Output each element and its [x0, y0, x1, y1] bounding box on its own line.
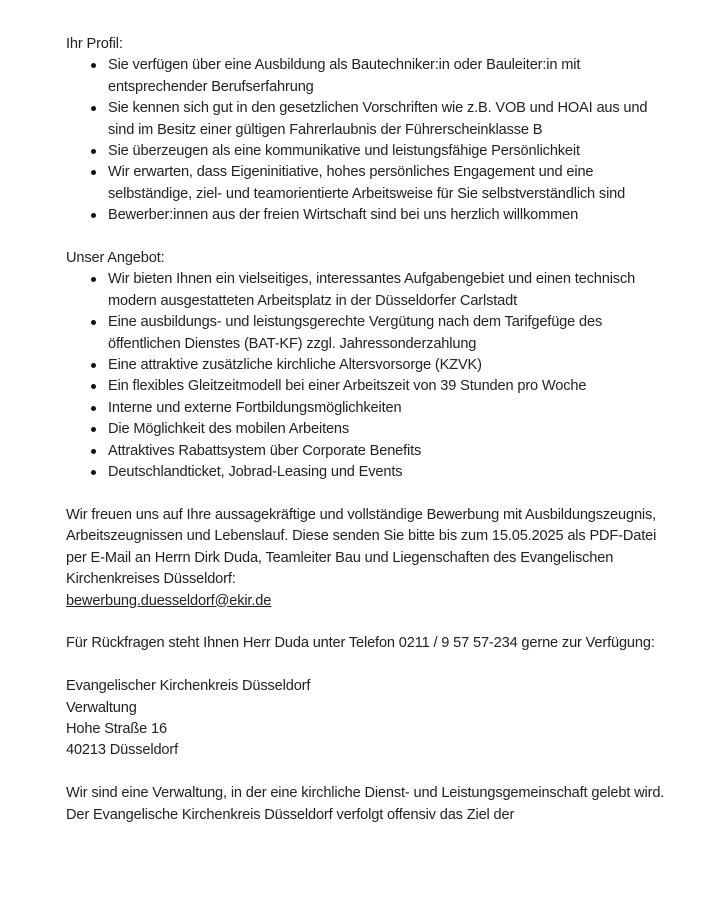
bullet-icon — [91, 106, 96, 111]
address-street: Hohe Straße 16 — [66, 720, 167, 737]
profile-item — [66, 55, 666, 98]
offer-item — [66, 312, 666, 355]
offer-item — [66, 355, 666, 376]
offer-item — [66, 398, 666, 419]
profile-item-text: Sie überzeugen als eine kommunikative und leistungsfähige Persönlichkeit — [108, 143, 580, 160]
bullet-icon — [91, 213, 96, 218]
address-department: Verwaltung — [66, 699, 137, 716]
profile-item — [66, 141, 666, 162]
profile-list — [66, 55, 666, 226]
bullet-icon — [91, 427, 96, 432]
bullet-icon — [91, 384, 96, 389]
offer-item-text: Interne und externe Fortbildungsmöglichkeiten — [108, 399, 402, 416]
offer-item — [66, 419, 666, 440]
job-posting-document — [66, 34, 666, 826]
spacer — [66, 227, 666, 248]
bullet-icon — [91, 277, 96, 282]
profile-item — [66, 162, 666, 205]
spacer — [66, 484, 666, 505]
bullet-icon — [91, 363, 96, 368]
profile-item — [66, 98, 666, 141]
bullet-icon — [91, 470, 96, 475]
profile-item-text: Sie kennen sich gut in den gesetzlichen Vorschriften wie z.B. VOB und HOAI aus und sind im Besitz einer gültigen Fahrerlaubnis der Führerscheinklasse B — [108, 100, 648, 138]
bullet-icon — [91, 63, 96, 68]
offer-item — [66, 376, 666, 397]
offer-item — [66, 462, 666, 483]
address-block — [66, 676, 666, 762]
bullet-icon — [91, 170, 96, 175]
spacer — [66, 762, 666, 783]
profile-item — [66, 205, 666, 226]
address-city: 40213 Düsseldorf — [66, 742, 178, 759]
offer-item-text: Die Möglichkeit des mobilen Arbeitens — [108, 421, 350, 438]
bullet-icon — [91, 320, 96, 325]
offer-list — [66, 269, 666, 483]
application-text: Wir freuen uns auf Ihre aussagekräftige und vollständige Bewerbung mit Ausbildungszeugnis, Arbeitszeugnissen und Lebenslauf. Diese senden Sie bitte bis zum 15.05.2025 als PDF-Datei per E-Mail an Herrn Dirk Duda, Teamleiter Bau und Liegenschaften des Evangelischen Kirchenkreises Düsseldorf: — [66, 506, 657, 588]
offer-item-text: Wir bieten Ihnen ein vielseitiges, interessantes Aufgabengebiet und einen technisch modern ausgestatteten Arbeitsplatz in der Düsseldorfer Carlstadt — [108, 271, 636, 309]
closing-paragraph: Wir sind eine Verwaltung, in der eine kirchliche Dienst- und Leistungsgemeinschaft gelebt wird. Der Evangelische Kirchenkreis Düsseldorf verfolgt offensiv das Ziel der — [66, 785, 665, 823]
offer-item-text: Eine ausbildungs- und leistungsgerechte Vergütung nach dem Tarifgefüge des öffentlichen Dienstes (BAT-KF) zzgl. Jahressonderzahlung — [108, 314, 603, 352]
profile-item-text: Sie verfügen über eine Ausbildung als Bautechniker:in oder Bauleiter:in mit entsprechender Berufserfahrung — [108, 57, 581, 95]
offer-item-text: Ein flexibles Gleitzeitmodell bei einer Arbeitszeit von 39 Stunden pro Woche — [108, 378, 587, 395]
bullet-icon — [91, 406, 96, 411]
contact-paragraph: Für Rückfragen steht Ihnen Herr Duda unter Telefon 0211 / 9 57 57-234 gerne zur Verfügung: — [66, 635, 655, 652]
bullet-icon — [91, 149, 96, 154]
email-link[interactable]: bewerbung.duesseldorf@ekir.de — [66, 592, 272, 609]
profile-item-text: Wir erwarten, dass Eigeninitiative, hohes persönliches Engagement und eine selbständige, ziel- und teamorientierte Arbeitsweise für Sie selbstverständlich sind — [108, 164, 626, 202]
offer-item — [66, 269, 666, 312]
spacer — [66, 612, 666, 633]
spacer — [66, 655, 666, 676]
address-organization: Evangelischer Kirchenkreis Düsseldorf — [66, 678, 311, 695]
offer-item-text: Attraktives Rabattsystem über Corporate Benefits — [108, 442, 422, 459]
profile-heading: Ihr Profil: — [66, 36, 123, 52]
offer-item — [66, 441, 666, 462]
application-paragraph — [66, 505, 666, 612]
offer-item-text: Deutschlandticket, Jobrad-Leasing und Events — [108, 464, 403, 481]
offer-heading: Unser Angebot: — [66, 250, 165, 267]
offer-item-text: Eine attraktive zusätzliche kirchliche Altersvorsorge (KZVK) — [108, 357, 482, 374]
profile-item-text: Bewerber:innen aus der freien Wirtschaft sind bei uns herzlich willkommen — [108, 207, 579, 224]
bullet-icon — [91, 449, 96, 454]
